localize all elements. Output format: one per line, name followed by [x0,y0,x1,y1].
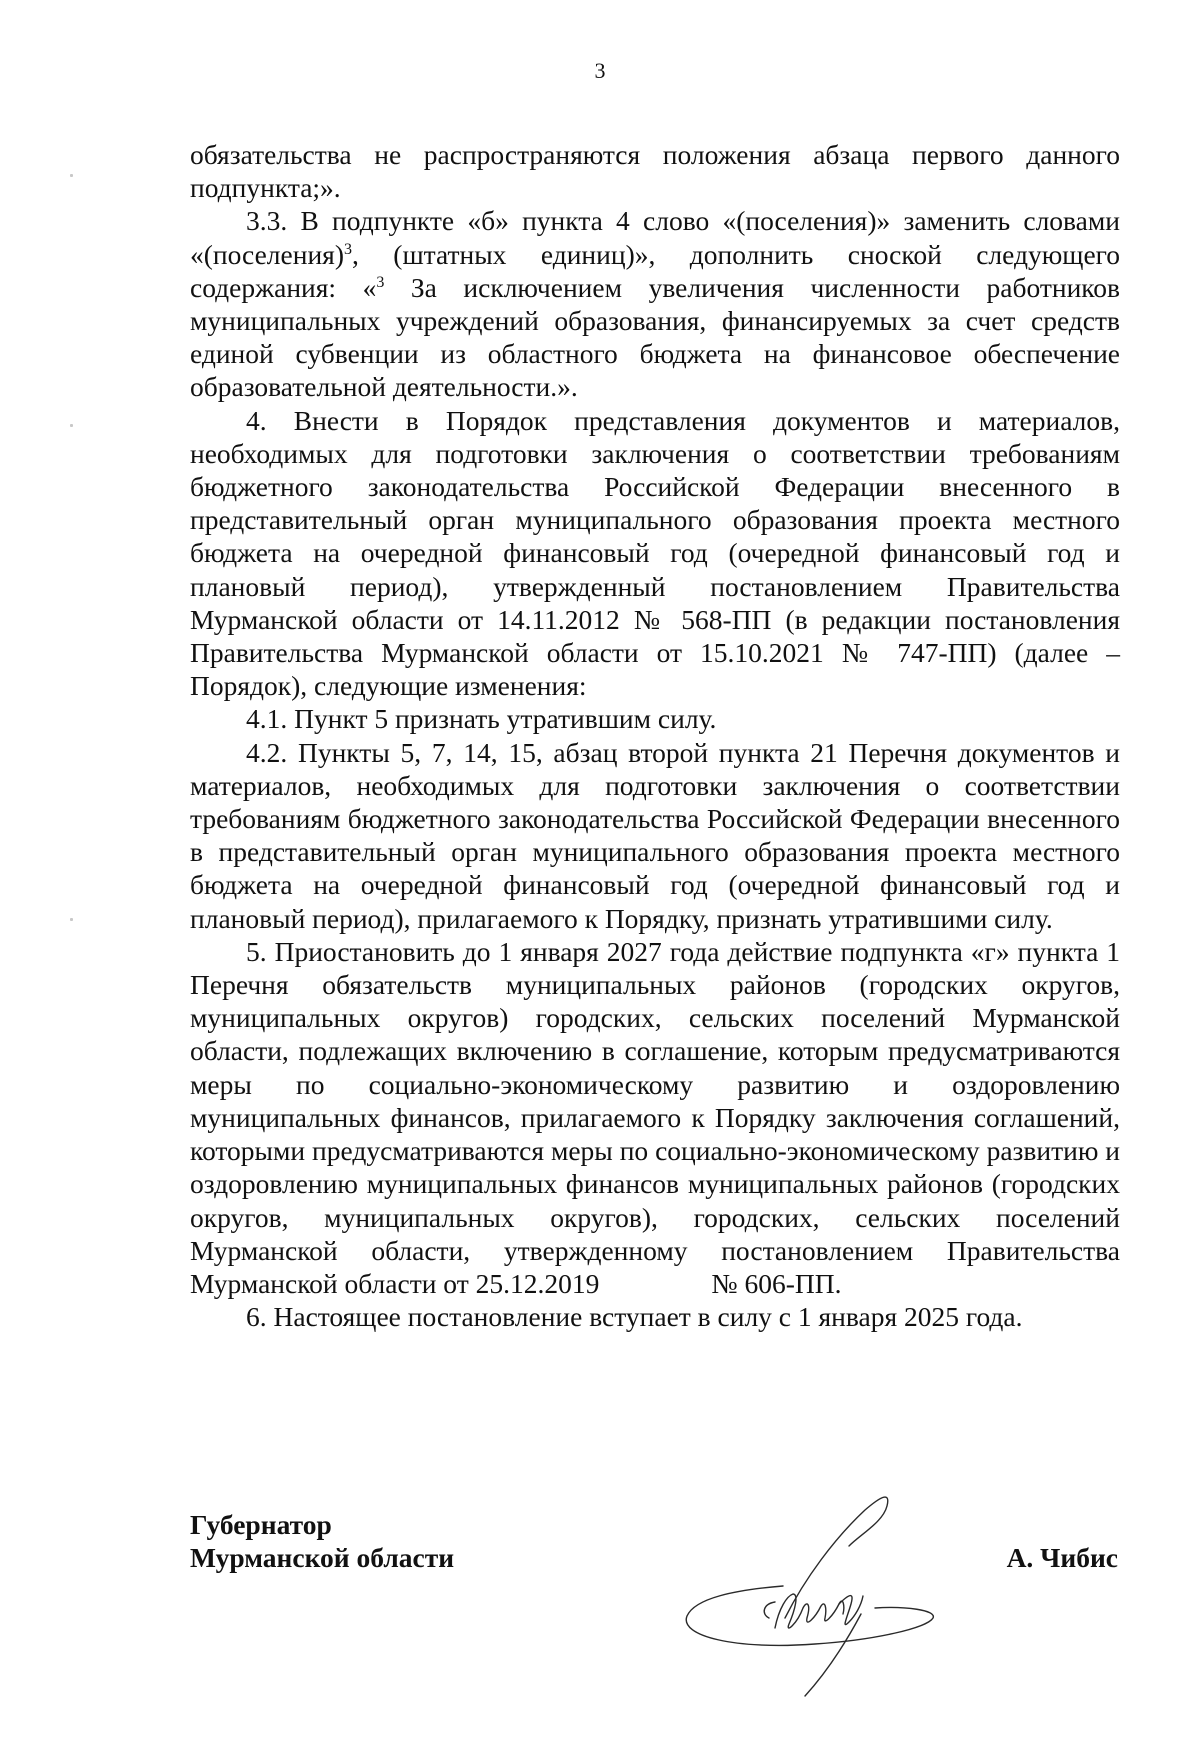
paragraph-4-1: 4.1. Пункт 5 признать утратившим силу. [246,703,717,735]
page-number: 3 [594,58,606,83]
document-body [190,138,1120,1333]
paragraph-3-3 [190,204,1120,403]
footnote-mark: 3 [343,240,352,258]
paragraph-5-number: № 606-ПП. [711,1267,842,1299]
signatory-position [190,1508,454,1574]
scan-artifact [70,424,73,427]
paragraph-3-3-text-a: 3.3. В подпункте «б» пункта 4 слово «(поселения)» заменить словами «(поселения) [190,205,1120,270]
handwritten-signature [665,1468,965,1708]
paragraph-continuation: обязательства не распространяются положения абзаца первого данного подпункта;». [190,139,1120,204]
paragraph-3-3-text-b: , (штатных единиц)», дополнить сноской следующего содержания: « [190,238,1120,303]
footnote-mark: 3 [376,273,385,291]
paragraph-4-2: 4.2. Пункты 5, 7, 14, 15, абзац второй пункта 21 Перечня документов и материалов, необходимых для подготовки заключения о соответствии требованиям бюджетного законодательства Российской Федерации внесенного в представительный орган муниципального образования проекта местного бюджета на очередной финансовый год (очередной финансовый год и плановый период), прилагаемого к Порядку, признать утратившими силу. [190,736,1120,934]
paragraph-5 [190,935,1120,1300]
paragraph-5-text: 5. Приостановить до 1 января 2027 года действие подпункта «г» пункта 1 Перечня обязательств муниципальных районов (городских округов, муниципальных округов) городских, сельских поселений Мурманской области, подлежащих включению в соглашение, которым предусматриваются меры по социально-экономическому развитию и оздоровлению муниципальных финансов, прилагаемого к Порядку заключения соглашений, которыми предусматриваются меры по социально-экономическому развитию и оздоровлению муниципальных финансов муниципальных районов (городских округов, муниципальных округов), городских, сельских поселений Мурманской области, утвержденному постановлением Правительства Мурманской области от 25.12.2019 [190,935,1120,1299]
scan-artifact [70,174,73,177]
paragraph-3-3-text-c: За исключением увеличения численности работников муниципальных учреждений образования, финансируемых за счет средств единой субвенции из областного бюджета на финансовое обеспечение образовательной деятельности.». [190,271,1120,403]
signature-block [190,1508,1120,1728]
paragraph-4: 4. Внести в Порядок представления документов и материалов, необходимых для подготовки заключения о соответствии требованиям бюджетного законодательства Российской Федерации внесенного в представительный орган муниципального образования проекта местного бюджета на очередной финансовый год (очередной финансовый год и плановый период), утвержденный постановлением Правительства Мурманской области от 14.11.2012 № 568-ПП (в редакции постановления Правительства Мурманской области от 15.10.2021 № 747-ПП) (далее – Порядок), следующие изменения: [190,404,1120,702]
signatory-name: А. Чибис [1006,1542,1118,1573]
scan-artifact [70,918,73,921]
signatory-position-line2: Мурманской области [190,1542,455,1573]
signatory-position-line1: Губернатор [190,1509,332,1540]
paragraph-6: 6. Настоящее постановление вступает в силу с 1 января 2025 года. [246,1301,1023,1333]
